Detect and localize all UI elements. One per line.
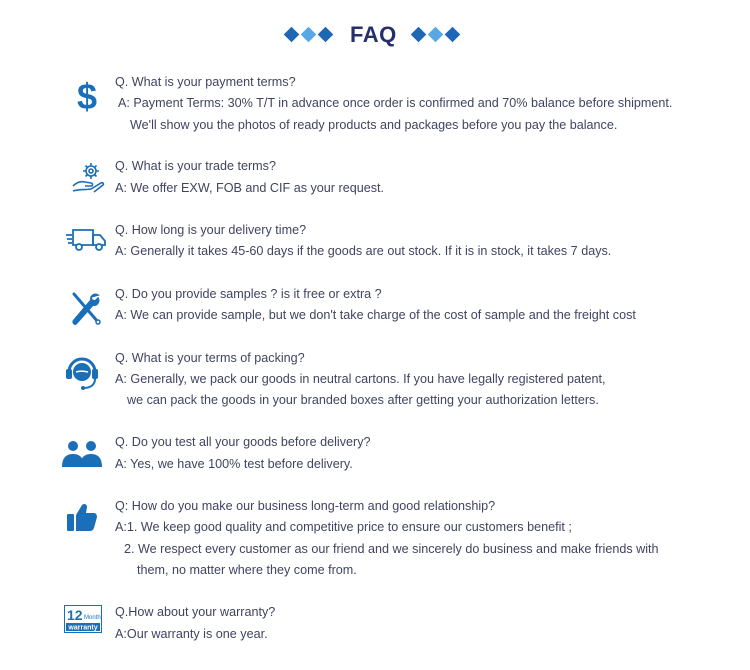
gear-hand-icon bbox=[71, 160, 107, 194]
faq-question: Q: How do you make our business long-term and good relationship? bbox=[115, 499, 496, 513]
faq-question: Q. What is your payment terms? bbox=[115, 75, 296, 89]
tools-icon bbox=[68, 290, 104, 328]
faq-answer: A:1. We keep good quality and competitive price to ensure our customers benefit ; bbox=[115, 520, 572, 534]
faq-answer: We'll show you the photos of ready products and packages before you pay the balance. bbox=[130, 118, 618, 132]
faq-header bbox=[0, 20, 750, 54]
faq-answer: A: We offer EXW, FOB and CIF as your request. bbox=[115, 181, 385, 195]
users-icon bbox=[60, 440, 104, 468]
warranty-icon-unit: Month bbox=[84, 615, 101, 621]
faq-question: Q. Do you provide samples ? is it free or extra ? bbox=[115, 287, 382, 301]
svg-text:$: $ bbox=[76, 76, 98, 114]
faq-question: Q. What is your trade terms? bbox=[115, 159, 276, 173]
faq-answer: A: Yes, we have 100% test before delivery. bbox=[115, 457, 353, 471]
faq-answer: A: Payment Terms: 30% T/T in advance once order is confirmed and 70% balance before shipment. bbox=[118, 96, 673, 110]
faq-answer: A: Generally, we pack our goods in neutral cartons. If you have legally registered patent, bbox=[115, 372, 606, 386]
faq-answer: 2. We respect every customer as our friend and we sincerely do business and make friends with bbox=[124, 542, 659, 556]
page-title: FAQ bbox=[350, 22, 397, 47]
faq-question: Q.How about your warranty? bbox=[115, 605, 276, 619]
warranty-icon-number: 12 bbox=[67, 607, 83, 623]
faq-question: Q. Do you test all your goods before delivery? bbox=[115, 435, 371, 449]
dollar-icon bbox=[72, 76, 102, 114]
thumbs-up-icon bbox=[66, 502, 98, 532]
faq-answer: them, no matter where they come from. bbox=[137, 563, 357, 577]
faq-question: Q. How long is your delivery time? bbox=[115, 223, 307, 237]
warranty-icon-label: warranty bbox=[68, 624, 98, 632]
headset-icon bbox=[64, 352, 100, 392]
faq-answer: A:Our warranty is one year. bbox=[115, 627, 268, 641]
warranty-icon bbox=[64, 605, 102, 633]
faq-answer: we can pack the goods in your branded boxes after getting your authorization letters. bbox=[127, 393, 599, 407]
faq-answer: A: We can provide sample, but we don't take charge of the cost of sample and the freight cost bbox=[115, 308, 636, 322]
truck-icon bbox=[65, 227, 107, 253]
faq-question: Q. What is your terms of packing? bbox=[115, 351, 305, 365]
faq-answer: A: Generally it takes 45-60 days if the goods are out stock. If it is in stock, it takes 7 days. bbox=[115, 244, 612, 258]
